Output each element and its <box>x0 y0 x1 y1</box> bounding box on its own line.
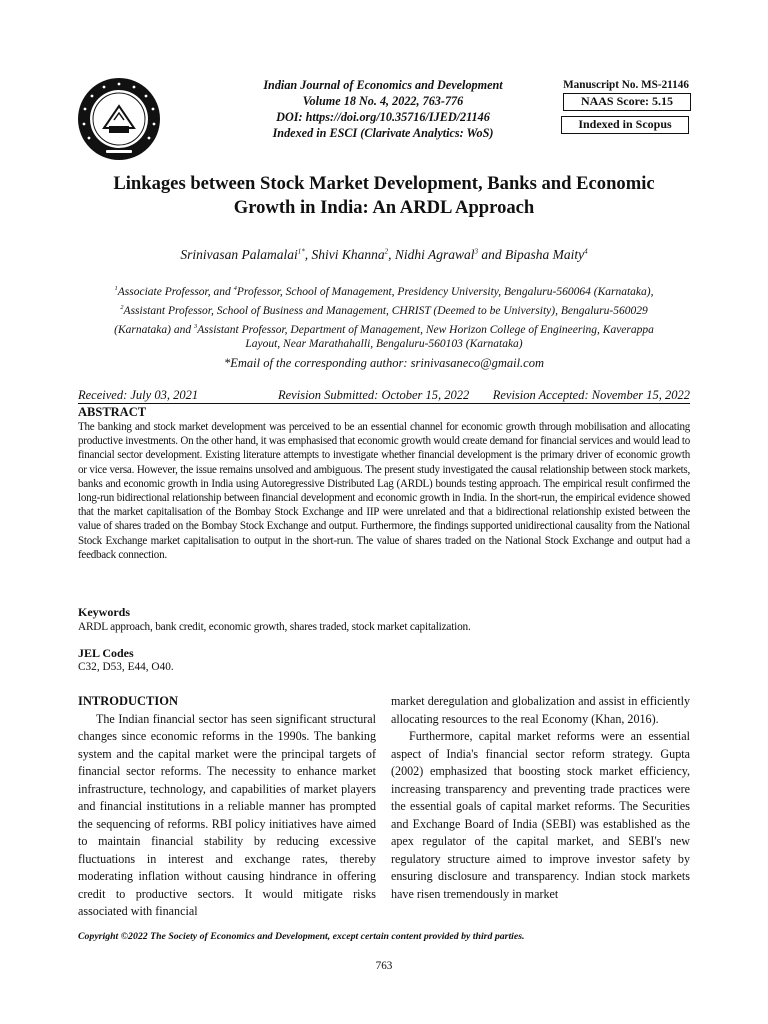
author-name: Nidhi Agrawal <box>394 247 475 262</box>
affiliation-line <box>78 281 690 300</box>
body-column-left <box>78 693 376 921</box>
affil-sup: 1 <box>114 285 118 292</box>
affil-text: Layout, Near Marathahalli, Bengaluru-560103 (Karnataka) <box>245 338 523 351</box>
received-date: Received: July 03, 2021 <box>78 388 199 402</box>
divider <box>78 403 690 404</box>
corresponding-email[interactable]: *Email of the corresponding author: srinivasaneco@gmail.com <box>223 356 545 370</box>
manuscript-number: Manuscript No. MS-21146 <box>563 79 689 91</box>
copyright-notice: Copyright ©2022 The Society of Economics and Development, except certain content provided by third parties. <box>78 931 525 942</box>
revision-submitted-date: Revision Submitted: October 15, 2022 <box>278 388 470 402</box>
journal-header <box>200 77 566 141</box>
title-line-1: Linkages between Stock Market Development, Banks and Economic <box>113 173 655 194</box>
abstract-heading: ABSTRACT <box>78 405 147 419</box>
journal-indexed: Indexed in ESCI (Clarivate Analytics: WoS) <box>272 126 494 140</box>
affil-text: Associate Professor, and <box>117 285 234 298</box>
affiliation-line <box>78 337 690 352</box>
affil-sup: 4 <box>233 285 237 292</box>
author-sup: 4 <box>584 247 588 256</box>
jel-text: C32, D53, E44, O40. <box>78 661 174 673</box>
author-list <box>60 247 708 263</box>
author-sup: 3 <box>474 247 479 256</box>
author-name: Bipasha Maity <box>505 247 585 262</box>
affil-text: Assistant Professor, School of Business and Management, CHRIST (Deemed to be University), Bengaluru-560029 <box>123 304 648 317</box>
jel-heading: JEL Codes <box>78 646 134 660</box>
journal-doi[interactable]: DOI: https://doi.org/10.35716/IJED/21146 <box>276 110 490 124</box>
body-paragraph: Furthermore, capital market reforms were an essential aspect of India's financial sector reform strategy. Gupta (2002) emphasized that boosting stock market efficiency, increasing transparency and preventing trade practices were the essential goals of capital market reforms. The Securities and Exchange Board of India (SEBI) was established as the apex regulator of the capital market, and SEBI's new regulatory structure aimed to improve investor safety by ensuring disclosure and transparency. Indian stock markets have risen tremendously in market <box>391 729 690 901</box>
affiliations <box>78 281 690 352</box>
affiliation-line <box>78 319 690 338</box>
body-column-right <box>391 693 690 903</box>
body-paragraph: The Indian financial sector has seen significant structural changes since economic reforms in the 1990s. The banking system and the capital market were the principal targets of financial sector reforms. The necessity to enhance market infrastructure, technology, and capabilities of market players and financial institutions in a reliable manner has prompted the sequencing of reforms. RBI policy initiatives have aimed to maintain financial stability by reducing excessive fluctuations in interest and exchange rates, thereby moderating inflation without causing hindrance in offering credit to productive sectors. It would mitigate risks associated with financial <box>78 711 376 918</box>
author-sep: , <box>304 247 312 262</box>
journal-name: Indian Journal of Economics and Development <box>263 78 503 92</box>
affil-sup: 2 <box>120 303 124 311</box>
article-title <box>60 172 708 220</box>
affil-sup: 3 <box>193 322 198 330</box>
keywords-heading: Keywords <box>78 605 130 619</box>
affil-text: Assistant Professor, Department of Management, New Horizon College of Engineering, Kaverappa <box>197 323 654 336</box>
naas-score-box: NAAS Score: 5.15 <box>563 93 691 111</box>
author-name: Shivi Khanna <box>311 247 385 262</box>
scopus-box: Indexed in Scopus <box>561 116 689 134</box>
affil-text: (Karnataka) and <box>114 323 194 336</box>
author-sep: and <box>478 247 506 262</box>
journal-volume: Volume 18 No. 4, 2022, 763-776 <box>302 94 464 108</box>
author-name: Srinivasan Palamalai <box>180 247 298 262</box>
introduction-heading: INTRODUCTION <box>78 694 179 708</box>
page-number: 763 <box>375 960 393 972</box>
keywords-text: ARDL approach, bank credit, economic growth, shares traded, stock market capitalization. <box>78 621 471 633</box>
affil-text: Professor, School of Management, Presidency University, Bengaluru-560064 (Karnataka), <box>236 285 654 298</box>
affiliation-line <box>78 300 690 319</box>
author-sup: 2 <box>384 247 389 256</box>
abstract-text: The banking and stock market development was perceived to be an essential channel for economic growth through mobilisation and allocating productive investments. On the other hand, it was emphasised that economic growth would create demand for financial services and would lead to financial sector development. Existing literature attempts to investigate whether financial development is the primary driver of economic growth or vice versa. However, the issue remains unsolved and ambiguous. The present study investigated the causal relationship between stock markets, banks and economic growth in India using Autoregressive Distributed Lag (ARDL) bounds testing approach. The empirical result confirmed the long-run bidirectional relationship between financial development and economic growth in India. In the short-run, the empirical evidence showed that the market capitalisation of the Bombay Stock Exchange and IIP were unrelated and that a bidirectional relationship existed between the value of shares traded on the Bombay Stock Exchange and output. Furthermore, the findings supported unidirectional causality from the National Stock Exchange market capitalisation to output in the short-run. The value of shares traded on the National Stock Exchange and output had a feedback connection. <box>78 421 690 561</box>
author-sup: 1* <box>297 247 305 256</box>
society-seal-logo <box>76 76 162 162</box>
body-paragraph: market deregulation and globalization and assist in efficiently allocating resources to the real Economy (Khan, 2016). <box>391 694 690 726</box>
author-sep: , <box>388 247 395 262</box>
revision-accepted-date: Revision Accepted: November 15, 2022 <box>492 388 690 402</box>
title-line-2: Growth in India: An ARDL Approach <box>233 197 535 218</box>
